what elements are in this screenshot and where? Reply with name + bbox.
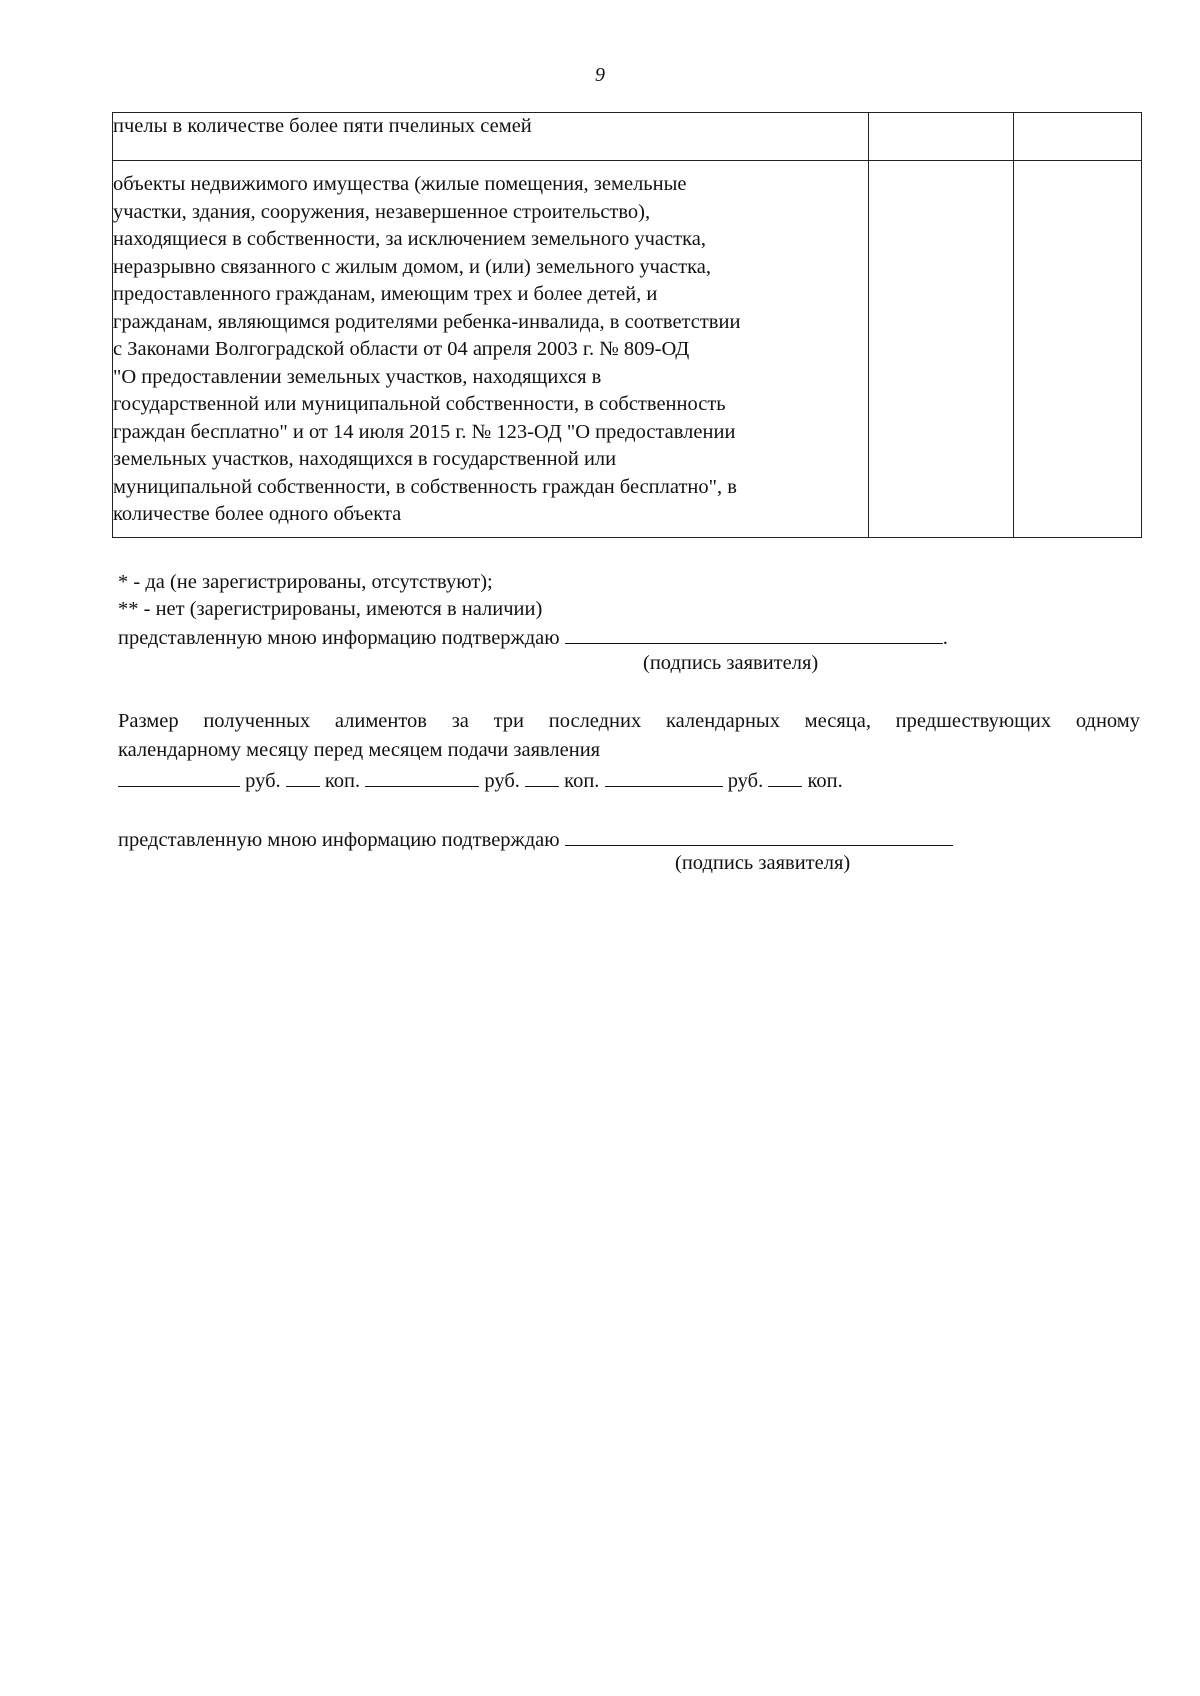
rub-field-1[interactable] <box>118 766 240 787</box>
kop-field-3[interactable] <box>768 766 802 787</box>
description-line: объекты недвижимого имущества (жилые помещения, земельные <box>113 173 687 195</box>
yes-cell[interactable] <box>869 113 1014 161</box>
description-line: пчелы в количестве более пяти пчелиных семей <box>113 115 532 137</box>
confirm-line-1 <box>118 623 948 652</box>
row-description <box>113 161 869 538</box>
description-line: муниципальной собственности, в собственность граждан бесплатно", в <box>113 475 737 498</box>
rub-label: руб. <box>484 770 520 792</box>
description-line: земельных участков, находящихся в государственной или <box>113 448 617 470</box>
page-number: 9 <box>595 64 605 86</box>
table-row <box>113 161 1142 538</box>
criteria-table <box>112 112 1142 538</box>
no-cell[interactable] <box>1014 113 1142 161</box>
description-line: неразрывно связанного с жилым домом, и (или) земельного участка, <box>113 255 711 278</box>
kop-field-2[interactable] <box>525 766 559 787</box>
description-line: участки, здания, сооружения, незавершенное строительство), <box>113 200 651 223</box>
kop-label: коп. <box>324 770 361 792</box>
alimony-text-line-2: календарному месяцу перед месяцем подачи заявления <box>118 739 601 761</box>
legend-no: ** - нет (зарегистрированы, имеются в наличии) <box>118 598 543 620</box>
kop-label: коп. <box>564 770 600 792</box>
signature-caption: (подпись заявителя) <box>643 652 819 674</box>
rub-label: руб. <box>727 770 764 792</box>
table-row <box>113 113 1142 161</box>
yes-cell[interactable] <box>869 161 1014 538</box>
signature-field[interactable] <box>565 623 943 644</box>
row-description <box>113 113 869 161</box>
confirm-end: . <box>942 627 948 649</box>
signature-field[interactable] <box>565 825 953 846</box>
no-cell[interactable] <box>1014 161 1142 538</box>
alimony-text-line-1: Размер полученных алиментов за три последних календарных месяца, предшествующих одному <box>118 710 1140 732</box>
legend <box>118 569 948 652</box>
description-line: с Законами Волгоградской области от 04 апреля 2003 г. № 809-ОД <box>113 338 690 360</box>
rub-field-3[interactable] <box>605 766 723 787</box>
description-line: предоставленного гражданам, имеющим трех и более детей, и <box>113 283 658 305</box>
legend-yes: * - да (не зарегистрированы, отсутствуют); <box>118 571 493 593</box>
description-line: граждан бесплатно" и от 14 июля 2015 г. № 123-ОД "О предоставлении <box>113 420 736 443</box>
kop-label: коп. <box>807 770 843 792</box>
description-line: количестве более одного объекта <box>113 503 402 525</box>
confirm-label: представленную мною информацию подтверждаю <box>118 829 560 851</box>
confirm-label: представленную мною информацию подтверждаю <box>118 627 560 649</box>
rub-field-2[interactable] <box>365 766 479 787</box>
description-line: "О предоставлении земельных участков, находящихся в <box>113 365 602 388</box>
kop-field-1[interactable] <box>286 766 320 787</box>
signature-caption: (подпись заявителя) <box>675 852 851 874</box>
description-line: находящиеся в собственности, за исключением земельного участка, <box>113 228 706 250</box>
description-line: гражданам, являющимся родителями ребенка-инвалида, в соответствии <box>113 310 741 333</box>
rub-label: руб. <box>245 770 281 792</box>
confirm-line-2 <box>118 825 953 854</box>
description-line: государственной или муниципальной собственности, в собственность <box>113 393 726 415</box>
alimony-amounts <box>118 766 843 795</box>
